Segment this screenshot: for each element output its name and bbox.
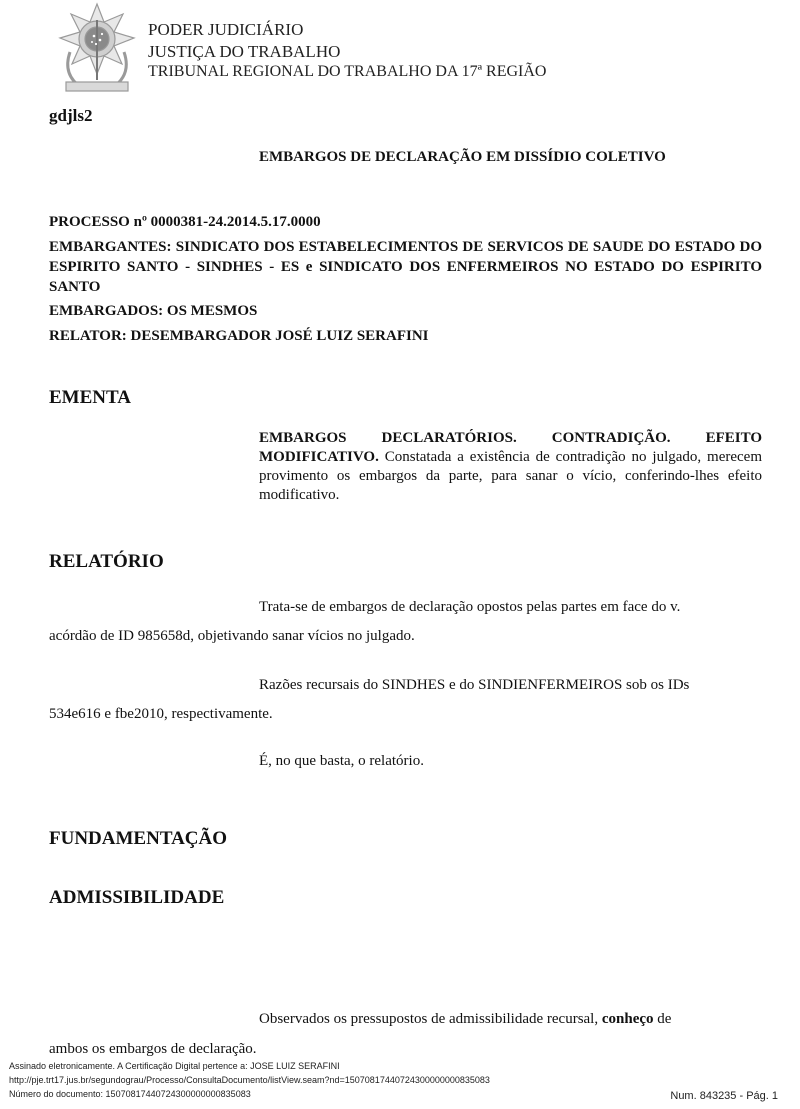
ementa-body: Constatada a existência de contradição no julgado, merecem provimento os embargos da parte, para sanar o vício, conferindo-lhes efeito modificativo. [259, 449, 762, 503]
relatorio-paragraph-2-cont: 534e616 e fbe2010, respectivamente. [49, 706, 273, 722]
embargantes: EMBARGANTES: SINDICATO DOS ESTABELECIMENTOS DE SERVICOS DE SAUDE DO ESTADO DO ESPIRITO SANTO - SINDHES - ES e SINDICATO DOS ENFERMEIROS NO ESTADO DO ESPIRITO SANTO [49, 239, 762, 295]
admissibilidade-text-b: de [653, 1011, 672, 1027]
embargados: EMBARGADOS: OS MESMOS [49, 303, 258, 319]
document-code: gdjls2 [49, 106, 93, 125]
relatorio-paragraph-3: É, no que basta, o relatório. [259, 753, 424, 769]
admissibilidade-text-a: Observados os pressupostos de admissibilidade recursal, [259, 1011, 602, 1027]
court-header-line2: JUSTIÇA DO TRABALHO [148, 42, 341, 61]
relator: RELATOR: DESEMBARGADOR JOSÉ LUIZ SERAFINI [49, 328, 429, 344]
ementa-text [259, 429, 762, 505]
footer-signature: Assinado eletronicamente. A Certificação Digital pertence a: JOSE LUIZ SERAFINI [9, 1061, 340, 1071]
document-title: EMBARGOS DE DECLARAÇÃO EM DISSÍDIO COLETIVO [259, 149, 666, 165]
relatorio-paragraph-1: Trata-se de embargos de declaração opostos pelas partes em face do v. [259, 599, 681, 615]
relatorio-paragraph-1-cont: acórdão de ID 985658d, objetivando sanar vícios no julgado. [49, 628, 415, 644]
section-admissibilidade: ADMISSIBILIDADE [49, 887, 225, 908]
admissibilidade-conheco: conheço [601, 1011, 654, 1027]
footer-document-number: Número do documento: 15070817440724300000000835083 [9, 1089, 251, 1099]
ementa-heading: EMBARGOS DECLARATÓRIOS. CONTRADIÇÃO. EFEITO MODIFICATIVO. [259, 430, 762, 465]
relatorio-paragraph-2: Razões recursais do SINDHES e do SINDIENFERMEIROS sob os IDs [259, 677, 690, 693]
brazil-coat-of-arms-icon [52, 0, 142, 100]
admissibilidade-paragraph-1 [259, 1010, 762, 1029]
court-header-line1: PODER JUDICIÁRIO [148, 20, 304, 39]
section-ementa: EMENTA [49, 387, 131, 408]
admissibilidade-paragraph-1-cont: ambos os embargos de declaração. [49, 1041, 257, 1057]
section-relatorio: RELATÓRIO [49, 551, 164, 572]
footer-url[interactable]: http://pje.trt17.jus.br/segundograu/Processo/ConsultaDocumento/listView.seam?nd=15070817440724300000000835083 [9, 1075, 490, 1085]
court-header-line3: TRIBUNAL REGIONAL DO TRABALHO DA 17ª REGIÃO [148, 63, 547, 80]
section-fundamentacao: FUNDAMENTAÇÃO [49, 828, 228, 849]
case-number: PROCESSO nº 0000381-24.2014.5.17.0000 [49, 214, 321, 230]
page-number: Num. 843235 - Pág. 1 [670, 1090, 778, 1102]
